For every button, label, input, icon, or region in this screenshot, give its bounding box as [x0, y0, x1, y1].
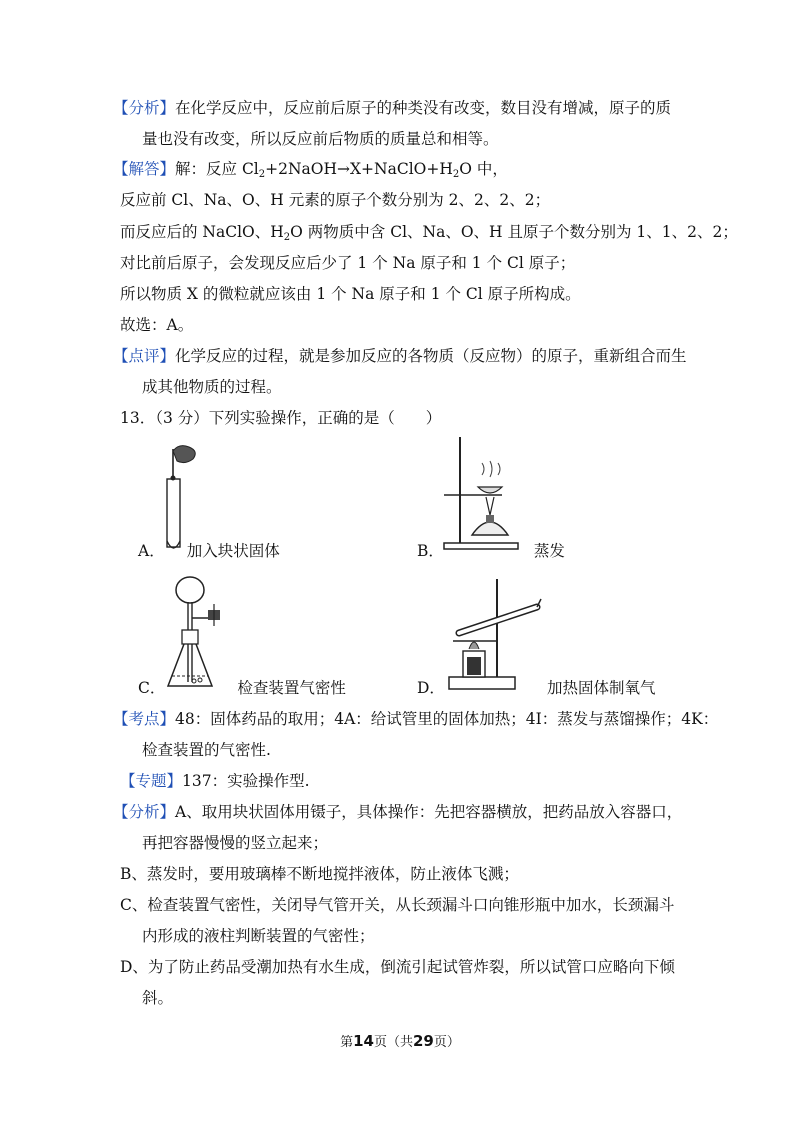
footer-pre: 第	[340, 1035, 354, 1050]
figure-a-test-tube-icon	[155, 443, 210, 555]
analysis2-line-6: D、为了防止药品受潮加热有水生成，倒流引起试管炸裂，所以试管口应略向下倾	[120, 958, 675, 976]
topic-tag: 【专题】	[120, 772, 183, 790]
analysis-line-1	[113, 97, 800, 119]
comment-line-2: 成其他物质的过程。	[142, 378, 282, 396]
page-number: 14	[353, 1032, 374, 1050]
option-b-letter: B．	[417, 542, 444, 560]
comment-tag: 【点评】	[113, 347, 176, 365]
option-a	[138, 540, 280, 562]
comment-line-1	[113, 345, 800, 367]
answer-line-5: 所以物质 X 的微粒就应该由 1 个 Na 原子和 1 个 Cl 原子所构成。	[120, 285, 581, 303]
points-line-1	[113, 708, 800, 730]
analysis2-line-3: B、蒸发时，要用玻璃棒不断地搅拌液体，防止液体飞溅；	[120, 865, 519, 883]
topic-text: 137：实验操作型.	[182, 772, 310, 790]
option-d	[417, 677, 655, 699]
points-text-1: 48：固体药品的取用；4A：给试管里的固体加热；4I：蒸发与蒸馏操作；4K：	[175, 710, 719, 728]
analysis-tag: 【分析】	[113, 99, 176, 117]
analysis2-tag: 【分析】	[113, 803, 176, 821]
topic-line	[120, 770, 800, 792]
analysis-line-2: 量也没有改变，所以反应前后物质的质量总和相等。	[142, 130, 499, 148]
analysis2-line-2: 再把容器慢慢的竖立起来；	[142, 834, 329, 852]
question-stem: 13．（3 分）下列实验操作，正确的是（ ）	[120, 409, 442, 427]
option-b	[417, 540, 565, 562]
answer-line-4: 对比前后原子，会发现反应后少了 1 个 Na 原子和 1 个 Cl 原子；	[120, 254, 576, 272]
option-c	[138, 677, 346, 699]
analysis2-line-1	[113, 801, 800, 823]
answer-line-6: 故选：A。	[120, 316, 194, 334]
answer-line-1	[113, 158, 800, 180]
page-footer	[0, 1031, 800, 1050]
option-c-text: 检查装置气密性	[237, 679, 346, 697]
answer-line-3	[120, 221, 800, 243]
analysis2-line-4: C、检查装置气密性，关闭导气管开关，从长颈漏斗口向锥形瓶中加水，长颈漏斗	[120, 896, 675, 914]
points-line-2: 检查装置的气密性.	[142, 741, 271, 759]
answer-text-mid: +2NaOH→X+NaClO+H	[265, 160, 453, 178]
option-a-letter: A．	[138, 542, 165, 560]
option-c-letter: C．	[138, 679, 166, 697]
subscript: 2	[452, 169, 460, 180]
option-d-letter: D．	[417, 679, 445, 697]
answer-text-post: O 中，	[459, 160, 508, 178]
analysis2-line-7: 斜。	[142, 989, 174, 1007]
analysis-text-1: 在化学反应中，反应前后原子的种类没有改变，数目没有增减，原子的质	[175, 99, 672, 117]
answer-line-3-pre: 而反应后的 NaClO、H	[120, 223, 284, 241]
answer-line-2: 反应前 Cl、Na、O、H 元素的原子个数分别为 2、2、2、2；	[120, 191, 551, 209]
footer-post: 页）	[433, 1035, 460, 1050]
comment-text-1: 化学反应的过程，就是参加反应的各物质（反应物）的原子，重新组合而生	[175, 347, 687, 365]
analysis2-line-5: 内形成的液柱判断装置的气密性；	[142, 927, 375, 945]
option-b-text: 蒸发	[533, 542, 565, 560]
page-total: 29	[413, 1032, 434, 1050]
answer-text-pre: 解：反应 Cl	[175, 160, 259, 178]
option-d-text: 加热固体制氧气	[546, 679, 656, 697]
option-a-text: 加入块状固体	[186, 542, 280, 560]
points-tag: 【考点】	[113, 710, 176, 728]
answer-tag: 【解答】	[113, 160, 176, 178]
subscript: 2	[258, 169, 266, 180]
analysis2-text-1: A、取用块状固体用镊子，具体操作：先把容器横放，把药品放入容器口，	[175, 803, 683, 821]
footer-mid: 页（共	[373, 1035, 413, 1050]
subscript: 2	[283, 232, 291, 243]
answer-line-3-post: O 两物质中含 Cl、Na、O、H 且原子个数分别为 1、1、2、2；	[290, 223, 738, 241]
figure-b-evaporation-icon	[438, 435, 520, 553]
